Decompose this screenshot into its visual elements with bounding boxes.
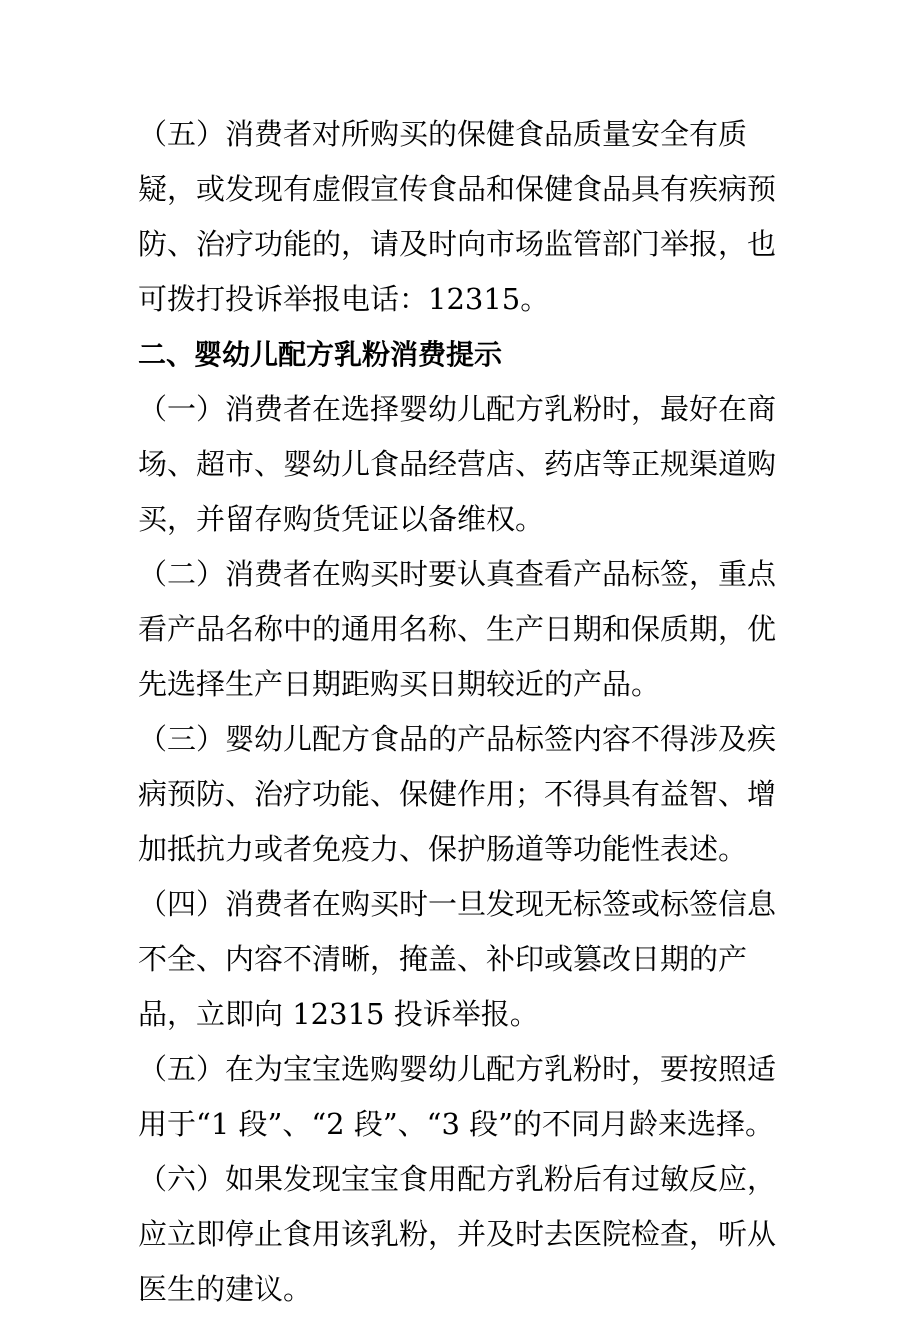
paragraph-item-3: （三）婴幼儿配方食品的产品标签内容不得涉及疾病预防、治疗功能、保健作用；不得具有益智、增加抵抗力或者免疫力、保护肠道等功能性表述。 [138,722,777,866]
paragraph-item-4: （四）消费者在购买时一旦发现无标签或标签信息不全、内容不清晰，掩盖、补印或篡改日期的产品，立即向 12315 投诉举报。 [138,887,777,1031]
document-body [138,107,788,1317]
paragraph-item-5: （五）在为宝宝选购婴幼儿配方乳粉时，要按照适用于“1 段”、“2 段”、“3 段”的不同月龄来选择。 [138,1052,777,1141]
paragraph-item-1: （一）消费者在选择婴幼儿配方乳粉时，最好在商场、超市、婴幼儿食品经营店、药店等正规渠道购买，并留存购货凭证以备维权。 [138,392,777,536]
section-heading: 二、婴幼儿配方乳粉消费提示 [138,338,503,371]
paragraph-item-6: （六）如果发现宝宝食用配方乳粉后有过敏反应，应立即停止食用该乳粉，并及时去医院检查，听从医生的建议。 [138,1162,777,1306]
paragraph-item-2: （二）消费者在购买时要认真查看产品标签，重点看产品名称中的通用名称、生产日期和保质期，优先选择生产日期距购买日期较近的产品。 [138,557,777,701]
paragraph-section1-item5: （五）消费者对所购买的保健食品质量安全有质疑，或发现有虚假宣传食品和保健食品具有疾病预防、治疗功能的，请及时向市场监管部门举报，也可拨打投诉举报电话：12315。 [138,117,777,316]
